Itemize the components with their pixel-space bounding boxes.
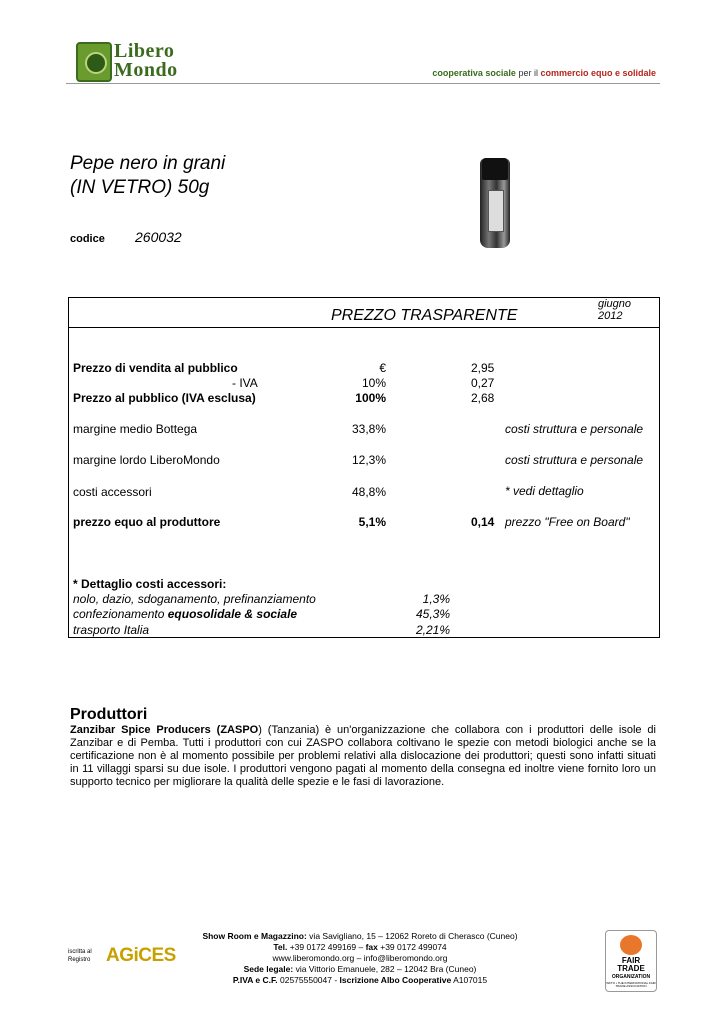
footer-line-web[interactable]: www.liberomondo.org – info@liberomondo.org bbox=[272, 953, 448, 963]
fto-line: ORGANIZATION bbox=[611, 974, 651, 980]
fto-emblem-icon bbox=[620, 935, 642, 955]
fto-line: FAIR bbox=[621, 956, 641, 965]
date-year: 2012 bbox=[598, 310, 623, 322]
row-liberomondo-label: margine lordo LiberoMondo bbox=[73, 453, 220, 467]
codice-value: 260032 bbox=[135, 229, 182, 245]
product-title-line-1: Pepe nero in grani bbox=[70, 153, 226, 174]
row-accessori-col2: 48,8% bbox=[351, 485, 386, 499]
logo-line-1: Libero bbox=[114, 40, 175, 62]
detail-item-label: nolo, dazio, sdoganamento, prefinanziamento bbox=[73, 592, 316, 606]
row-bottega-col2: 33,8% bbox=[351, 422, 386, 436]
footer-text: +39 0172 499074 bbox=[377, 942, 447, 952]
logo-line-2: Mondo bbox=[114, 59, 178, 81]
produttori-description bbox=[70, 724, 656, 789]
footer-text: A107015 bbox=[451, 975, 488, 985]
detail-heading: * Dettaglio costi accessori: bbox=[73, 577, 227, 591]
row-iva-col3: 0,27 bbox=[471, 376, 495, 390]
tagline-cooperativa: cooperativa sociale bbox=[432, 68, 516, 78]
row-accessori-label: costi accessori bbox=[73, 485, 152, 499]
fto-line: TRADE bbox=[617, 964, 645, 973]
agices-caption-line: Registro bbox=[68, 957, 91, 963]
product-title-line-2: (IN VETRO) 50g bbox=[70, 177, 210, 198]
footer-line-sede bbox=[160, 964, 560, 975]
row-produttore-note: prezzo "Free on Board" bbox=[505, 515, 630, 529]
row-accessori-note: * vedi dettaglio bbox=[505, 484, 584, 498]
row-netto-label: Prezzo al pubblico (IVA esclusa) bbox=[73, 391, 256, 405]
row-vendita-label: Prezzo di vendita al pubblico bbox=[73, 361, 238, 375]
footer-label: P.IVA e C.F. bbox=[232, 975, 278, 985]
row-iva-label: - IVA bbox=[232, 376, 258, 390]
footer-line-showroom bbox=[160, 931, 560, 942]
row-produttore-col3: 0,14 bbox=[471, 515, 495, 529]
row-bottega-note: costi struttura e personale bbox=[505, 422, 644, 436]
footer-contacts bbox=[160, 931, 560, 986]
row-bottega-label: margine medio Bottega bbox=[73, 422, 198, 436]
logo-text bbox=[114, 42, 178, 80]
libero-mondo-logo bbox=[76, 42, 206, 84]
row-produttore-col2: 5,1% bbox=[358, 515, 386, 529]
detail-item-value: 2,21% bbox=[415, 623, 450, 637]
date-month: giugno bbox=[598, 298, 632, 310]
row-produttore-label: prezzo equo al produttore bbox=[73, 515, 221, 529]
footer-text: 02575550047 - bbox=[277, 975, 340, 985]
jar-label bbox=[488, 190, 504, 232]
row-vendita-col3: 2,95 bbox=[471, 361, 495, 375]
producer-name: Zanzibar Spice Producers (ZASPO bbox=[70, 724, 259, 736]
footer-line-piva bbox=[160, 975, 560, 986]
footer-label: Iscrizione Albo Cooperative bbox=[339, 975, 452, 985]
row-vendita-col2: € bbox=[379, 361, 386, 375]
product-title bbox=[70, 152, 225, 200]
row-liberomondo-col2: 12,3% bbox=[351, 453, 386, 467]
fto-wordmark bbox=[606, 957, 656, 981]
footer-text: +39 0172 499169 – bbox=[287, 942, 366, 952]
producer-text: ) (Tanzania) è un'organizzazione che collabora con i produttori delle isole di Zanzibar e di Pemba. Tutti i produttori con cui ZASPO collabora coltivano le spezie con metodi biologici anche se la certificazione non è al momento possibile per problemi relativi alla dislocazione dei produttori; questi sono infatti situati in 11 villaggi sparsi su due isole. I produttori vengono pagati al momento della consegna ed inoltre viene fornito loro un supporto tecnico per migliorare la qualità delle spezie e le fasi di lavorazione. bbox=[70, 724, 656, 788]
product-image bbox=[470, 158, 520, 248]
detail-item-value: 1,3% bbox=[422, 592, 450, 606]
fair-trade-organization-logo bbox=[605, 930, 657, 992]
footer-text: via Vittorio Emanuele, 282 – 12042 Bra (Cuneo) bbox=[293, 964, 477, 974]
footer-label: Tel. bbox=[273, 942, 288, 952]
codice-label: codice bbox=[70, 233, 105, 245]
footer-label: Sede legale: bbox=[243, 964, 294, 974]
detail-label-bold: equosolidale & sociale bbox=[167, 607, 298, 621]
agices-wordmark: AGiCES bbox=[106, 945, 176, 966]
tagline-commercio: commercio equo e solidale bbox=[540, 68, 656, 78]
detail-item-label bbox=[73, 607, 297, 621]
row-netto-col3: 2,68 bbox=[471, 391, 495, 405]
globe-icon bbox=[76, 42, 112, 82]
produttori-heading: Produttori bbox=[70, 706, 148, 723]
tagline-per-il: per il bbox=[515, 68, 541, 78]
detail-label-part: confezionamento bbox=[73, 607, 168, 621]
agices-caption bbox=[68, 948, 92, 964]
header-tagline bbox=[432, 68, 656, 78]
price-table-title: PREZZO TRASPARENTE bbox=[331, 307, 518, 324]
footer-text: via Savigliano, 15 – 12062 Roreto di Cherasco (Cuneo) bbox=[306, 931, 518, 941]
agices-logo bbox=[68, 945, 176, 969]
agices-caption-line: iscritta al bbox=[68, 949, 92, 955]
row-iva-col2: 10% bbox=[361, 376, 386, 390]
footer-line-phone bbox=[160, 942, 560, 953]
jar-cap bbox=[482, 158, 508, 180]
detail-item-value: 45,3% bbox=[415, 607, 450, 621]
price-table-header-divider bbox=[68, 327, 660, 328]
row-liberomondo-note: costi struttura e personale bbox=[505, 453, 644, 467]
price-table-date bbox=[598, 298, 631, 322]
footer-label: fax bbox=[365, 942, 378, 952]
fto-caption: WFTO • THE INTERNATIONAL FAIR TRADE ASSOCIATION bbox=[606, 981, 656, 988]
row-netto-col2: 100% bbox=[355, 391, 386, 405]
detail-item-label: trasporto Italia bbox=[73, 623, 150, 637]
header-divider bbox=[66, 83, 660, 84]
footer-label: Show Room e Magazzino: bbox=[202, 931, 307, 941]
